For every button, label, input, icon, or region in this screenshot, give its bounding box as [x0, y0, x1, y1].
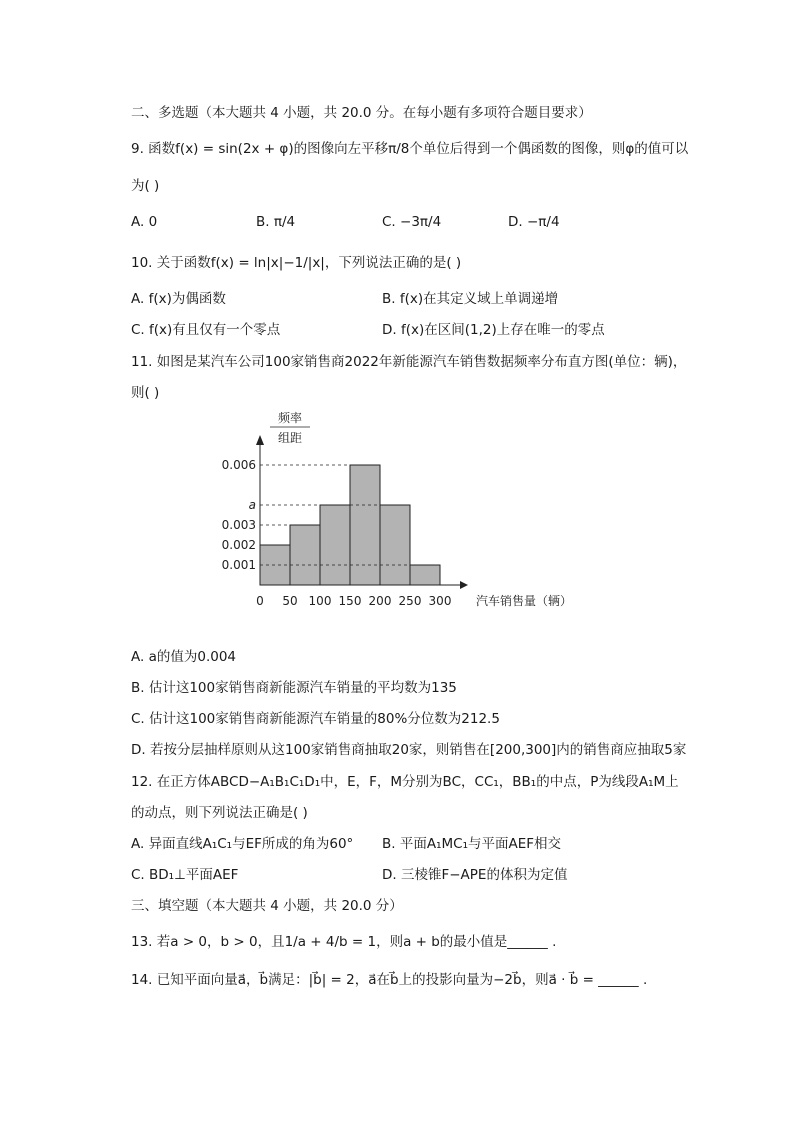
histogram-bar	[290, 525, 320, 585]
x-axis-label: 汽车销售量（辆）	[476, 594, 573, 608]
q10-stem: 10. 关于函数f(x) = ln|x|−1/|x|，下列说法正确的是( )	[131, 255, 462, 271]
q11-option-c: C. 估计这100家销售商新能源汽车销量的80%分位数为212.5	[131, 711, 500, 727]
y-tick-label: a	[248, 498, 256, 512]
x-tick-label: 100	[308, 594, 332, 608]
y-tick-label: 0.002	[221, 538, 256, 552]
q12-option-b: B. 平面A₁MC₁与平面AEF相交	[382, 836, 562, 852]
histogram-bar	[380, 505, 410, 585]
y-tick-label: 0.006	[221, 458, 256, 472]
q9-option-c: C. −3π/4	[382, 214, 442, 230]
q11-stem-line2: 则( )	[131, 385, 160, 401]
q9-option-a: A. 0	[131, 214, 158, 230]
q10-option-c: C. f(x)有且仅有一个零点	[131, 322, 281, 338]
y-tick-label: 0.001	[221, 558, 256, 572]
x-tick-label: 200	[368, 594, 392, 608]
q10-option-a: A. f(x)为偶函数	[131, 291, 226, 307]
x-tick-label: 0	[256, 594, 264, 608]
q12-option-d: D. 三棱锥F−APE的体积为定值	[382, 867, 568, 883]
histogram-bar	[320, 505, 350, 585]
q12-option-c: C. BD₁⊥平面AEF	[131, 867, 239, 883]
x-tick-label: 150	[338, 594, 362, 608]
q9-stem-line1: 9. 函数f(x) = sin(2x + φ)的图像向左平移π/8个单位后得到一个偶函数的图像，则φ的值可以	[131, 141, 689, 157]
x-tick-label: 300	[428, 594, 452, 608]
q11-option-b: B. 估计这100家销售商新能源汽车销量的平均数为135	[131, 680, 457, 696]
y-axis-arrow-icon	[256, 435, 264, 445]
q11-option-d: D. 若按分层抽样原则从这100家销售商抽取20家，则销售在[200,300]内的销售商应抽取5家	[131, 742, 687, 758]
y-axis-label-numerator: 频率	[277, 411, 303, 425]
q13-text: 13. 若a > 0，b > 0，且1/a + 4/b = 1，则a + b的最小值是______ .	[131, 934, 557, 950]
section2-heading: 二、多选题（本大题共 4 小题，共 20.0 分。在每小题有多项符合题目要求）	[131, 105, 592, 121]
q9-option-b: B. π/4	[256, 214, 296, 230]
q11-stem-line1: 11. 如图是某汽车公司100家销售商2022年新能源汽车销售数据频率分布直方图(单位：辆)，	[131, 354, 687, 370]
q12-stem-line1: 12. 在正方体ABCD−A₁B₁C₁D₁中，E，F，M分别为BC，CC₁，BB₁的中点，P为线段A₁M上	[131, 774, 679, 790]
histogram-bar	[350, 465, 380, 585]
section3-heading: 三、填空题（本大题共 4 小题，共 20.0 分）	[131, 898, 403, 914]
y-axis-label-denominator: 组距	[277, 431, 303, 445]
q12-stem-line2: 的动点，则下列说法正确是( )	[131, 805, 308, 821]
x-tick-label: 250	[398, 594, 422, 608]
histogram-chart	[200, 405, 600, 615]
q9-stem-line2: 为( )	[131, 178, 160, 194]
q11-option-a: A. a的值为0.004	[131, 649, 237, 665]
x-axis-arrow-icon	[460, 581, 468, 589]
q9-option-d: D. −π/4	[508, 214, 560, 230]
y-tick-label: 0.003	[221, 518, 256, 532]
q10-option-b: B. f(x)在其定义域上单调递增	[382, 291, 559, 307]
q14-text: 14. 已知平面向量a⃗，b⃗满足：|b⃗| = 2，a⃗在b⃗上的投影向量为−2b⃗，则a⃗ · b⃗ = ______ .	[131, 972, 648, 988]
q12-option-a: A. 异面直线A₁C₁与EF所成的角为60°	[131, 836, 354, 852]
histogram-bar	[410, 565, 440, 585]
x-tick-label: 50	[282, 594, 298, 608]
q10-option-d: D. f(x)在区间(1,2)上存在唯一的零点	[382, 322, 605, 338]
